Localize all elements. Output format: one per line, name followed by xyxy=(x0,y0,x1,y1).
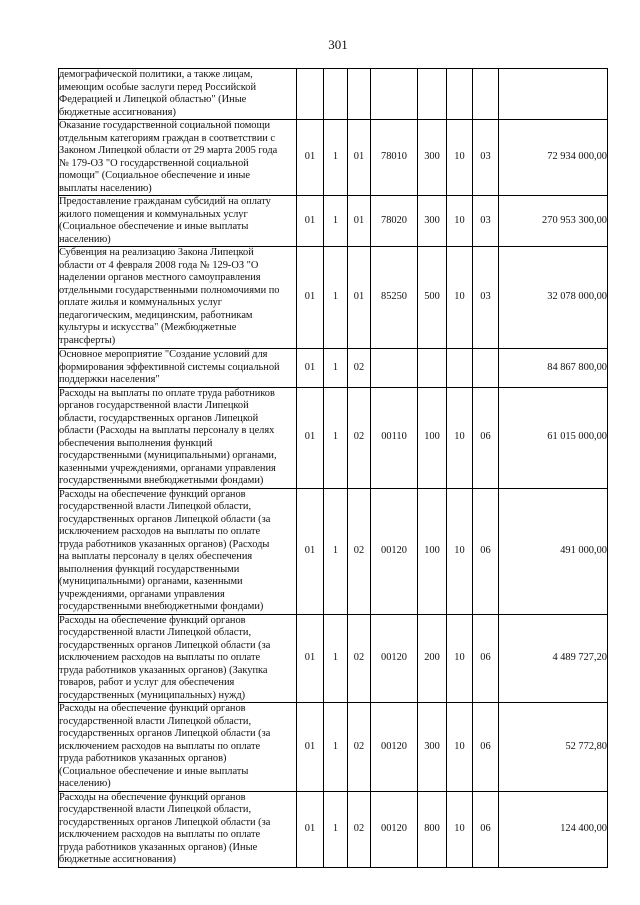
code-cell: 1 xyxy=(324,614,348,703)
code-cell: 1 xyxy=(324,120,348,196)
code-cell: 300 xyxy=(418,196,447,247)
code-cell: 10 xyxy=(447,488,473,614)
amount-cell: 52 772,80 xyxy=(499,703,608,792)
amount-cell: 72 934 000,00 xyxy=(499,120,608,196)
code-cell: 02 xyxy=(348,488,371,614)
code-cell: 02 xyxy=(348,703,371,792)
code-cell xyxy=(348,69,371,120)
amount-cell: 32 078 000,00 xyxy=(499,247,608,349)
code-cell: 02 xyxy=(348,791,371,867)
table-row xyxy=(59,387,608,488)
code-cell: 1 xyxy=(324,488,348,614)
code-cell: 200 xyxy=(418,614,447,703)
description-cell: Расходы на обеспечение функций органов государственной власти Липецкой области, государственных органов Липецкой области (за исключением расходов на выплаты по оплате труда работников указанных органов) (Закупка товаров, работ и услуг для обеспечения государственных (муниципальных) нужд) xyxy=(59,614,297,703)
code-cell: 10 xyxy=(447,791,473,867)
code-cell xyxy=(324,69,348,120)
description-cell: демографической политики, а также лицам, имеющим особые заслуги перед Российской Федерацией и Липецкой областью" (Иные бюджетные ассигнования) xyxy=(59,69,297,120)
description-cell: Основное мероприятие "Создание условий для формирования эффективной системы социальной поддержки населения" xyxy=(59,349,297,388)
table-row xyxy=(59,791,608,867)
code-cell: 01 xyxy=(297,120,324,196)
description-cell: Оказание государственной социальной помощи отдельным категориям граждан в соответствии с Законом Липецкой области от 29 марта 2005 года № 179-ОЗ "О государственной социальной помощи" (Социальное обеспечение и иные выплаты населению) xyxy=(59,120,297,196)
code-cell xyxy=(447,349,473,388)
code-cell: 10 xyxy=(447,387,473,488)
code-cell: 78020 xyxy=(371,196,418,247)
code-cell: 1 xyxy=(324,349,348,388)
code-cell: 01 xyxy=(297,488,324,614)
code-cell: 100 xyxy=(418,387,447,488)
code-cell xyxy=(418,349,447,388)
code-cell: 01 xyxy=(348,247,371,349)
table-row xyxy=(59,488,608,614)
description-cell: Расходы на обеспечение функций органов государственной власти Липецкой области, государственных органов Липецкой области (за исключением расходов на выплаты по оплате труда работников указанных органов) (Иные бюджетные ассигнования) xyxy=(59,791,297,867)
amount-cell: 61 015 000,00 xyxy=(499,387,608,488)
code-cell: 1 xyxy=(324,387,348,488)
description-cell: Расходы на выплаты по оплате труда работников органов государственной власти Липецкой области, государственных органов Липецкой области (Расходы на выплаты персоналу в целях обеспечения выполнения функций государственными (муниципальными) органами, казенными учреждениями, органами управления государственными внебюджетными фондами) xyxy=(59,387,297,488)
code-cell: 10 xyxy=(447,703,473,792)
code-cell: 78010 xyxy=(371,120,418,196)
table-row xyxy=(59,247,608,349)
code-cell: 01 xyxy=(348,196,371,247)
description-cell: Предоставление гражданам субсидий на оплату жилого помещения и коммунальных услуг (Социальное обеспечение и иные выплаты населению) xyxy=(59,196,297,247)
code-cell: 00120 xyxy=(371,488,418,614)
code-cell xyxy=(473,349,499,388)
code-cell xyxy=(473,69,499,120)
code-cell: 01 xyxy=(297,196,324,247)
code-cell: 01 xyxy=(297,614,324,703)
code-cell: 06 xyxy=(473,703,499,792)
code-cell: 03 xyxy=(473,196,499,247)
code-cell: 00120 xyxy=(371,791,418,867)
code-cell: 800 xyxy=(418,791,447,867)
table-row xyxy=(59,196,608,247)
code-cell: 00110 xyxy=(371,387,418,488)
code-cell: 01 xyxy=(297,387,324,488)
description-cell: Субвенция на реализацию Закона Липецкой области от 4 февраля 2008 года № 129-ОЗ "О наделении органов местного самоуправления отдельными государственными полномочиями по оплате жилья и коммунальных услуг педагогическим, медицинским, работникам культуры и искусства" (Межбюджетные трансферты) xyxy=(59,247,297,349)
code-cell: 06 xyxy=(473,791,499,867)
description-cell: Расходы на обеспечение функций органов государственной власти Липецкой области, государственных органов Липецкой области (за исключением расходов на выплаты по оплате труда работников указанных органов) (Расходы на выплаты персоналу в целях обеспечения выполнения функций государственными (муниципальными) органами, казенными учреждениями, органами управления государственными внебюджетными фондами) xyxy=(59,488,297,614)
code-cell: 10 xyxy=(447,614,473,703)
amount-cell: 270 953 300,00 xyxy=(499,196,608,247)
amount-cell: 124 400,00 xyxy=(499,791,608,867)
code-cell: 300 xyxy=(418,120,447,196)
code-cell: 01 xyxy=(297,791,324,867)
code-cell: 01 xyxy=(348,120,371,196)
amount-cell: 491 000,00 xyxy=(499,488,608,614)
table-row xyxy=(59,69,608,120)
code-cell: 1 xyxy=(324,791,348,867)
code-cell: 02 xyxy=(348,614,371,703)
table-row xyxy=(59,349,608,388)
budget-table xyxy=(58,68,608,868)
code-cell: 10 xyxy=(447,120,473,196)
code-cell: 01 xyxy=(297,349,324,388)
code-cell xyxy=(371,69,418,120)
code-cell: 06 xyxy=(473,387,499,488)
table-row xyxy=(59,703,608,792)
code-cell: 500 xyxy=(418,247,447,349)
code-cell: 06 xyxy=(473,488,499,614)
code-cell: 85250 xyxy=(371,247,418,349)
table-row xyxy=(59,614,608,703)
table-row xyxy=(59,120,608,196)
code-cell: 03 xyxy=(473,247,499,349)
code-cell xyxy=(371,349,418,388)
description-cell: Расходы на обеспечение функций органов государственной власти Липецкой области, государственных органов Липецкой области (за исключением расходов на выплаты по оплате труда работников указанных органов) (Социальное обеспечение и иные выплаты населению) xyxy=(59,703,297,792)
code-cell: 1 xyxy=(324,196,348,247)
code-cell: 02 xyxy=(348,387,371,488)
amount-cell: 84 867 800,00 xyxy=(499,349,608,388)
code-cell: 02 xyxy=(348,349,371,388)
code-cell xyxy=(297,69,324,120)
code-cell: 1 xyxy=(324,247,348,349)
amount-cell: 4 489 727,20 xyxy=(499,614,608,703)
code-cell: 01 xyxy=(297,703,324,792)
code-cell: 100 xyxy=(418,488,447,614)
code-cell: 06 xyxy=(473,614,499,703)
amount-cell xyxy=(499,69,608,120)
code-cell: 01 xyxy=(297,247,324,349)
code-cell: 1 xyxy=(324,703,348,792)
code-cell: 00120 xyxy=(371,614,418,703)
page-number: 301 xyxy=(328,37,348,52)
code-cell xyxy=(418,69,447,120)
code-cell: 300 xyxy=(418,703,447,792)
code-cell: 10 xyxy=(447,196,473,247)
code-cell xyxy=(447,69,473,120)
code-cell: 00120 xyxy=(371,703,418,792)
code-cell: 10 xyxy=(447,247,473,349)
code-cell: 03 xyxy=(473,120,499,196)
